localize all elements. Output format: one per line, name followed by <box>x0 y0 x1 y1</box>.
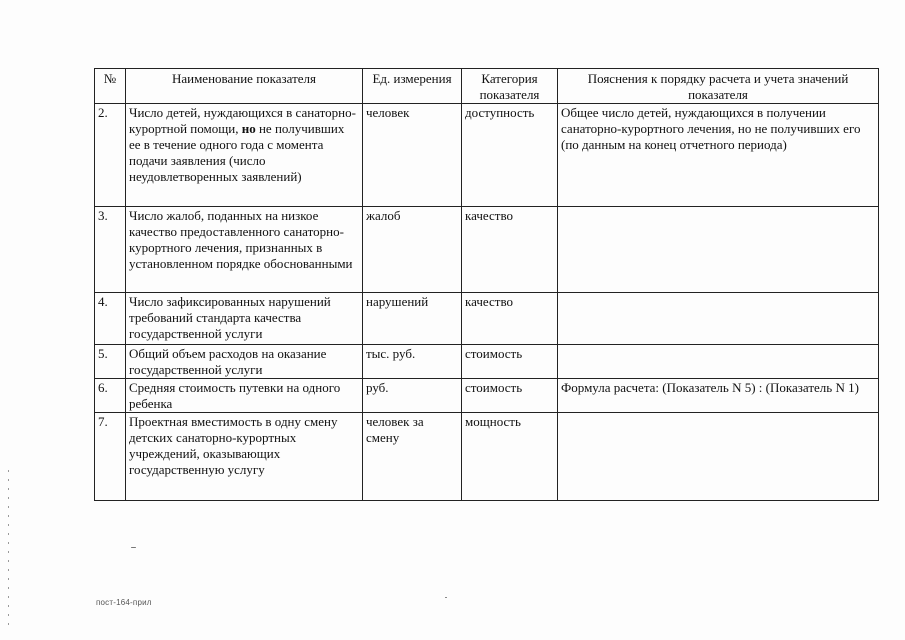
table-row <box>95 104 879 207</box>
cell-name: Число жалоб, поданных на низкое качество предоставленного санаторно-курортного лечения, признанных в установленном порядке обоснованными <box>126 207 363 293</box>
table-row <box>95 345 879 379</box>
cell-num: 4. <box>95 293 126 345</box>
cell-name: Число зафиксированных нарушений требований стандарта качества государственной услуги <box>126 293 363 345</box>
cell-notes <box>558 413 879 501</box>
cell-num: 2. <box>95 104 126 207</box>
scan-speck <box>445 597 447 598</box>
header-unit: Ед. измерения <box>363 69 462 104</box>
table-row <box>95 379 879 413</box>
cell-notes: Формула расчета: (Показатель N 5) : (Показатель N 1) <box>558 379 879 413</box>
cell-name: Общий объем расходов на оказание государственной услуги <box>126 345 363 379</box>
cell-notes <box>558 293 879 345</box>
cell-unit: жалоб <box>363 207 462 293</box>
scan-edge-marks <box>8 470 9 630</box>
cell-notes: Общее число детей, нуждающихся в получении санаторно-курортного лечения, но не получивших его (по данным на конец отчетного периода) <box>558 104 879 207</box>
header-notes: Пояснения к порядку расчета и учета значений показателя <box>558 69 879 104</box>
header-category: Категория показателя <box>462 69 558 104</box>
cell-category: доступность <box>462 104 558 207</box>
cell-unit: нарушений <box>363 293 462 345</box>
cell-unit: человек <box>363 104 462 207</box>
table-header-row <box>95 69 879 104</box>
cell-num: 5. <box>95 345 126 379</box>
header-name: Наименование показателя <box>126 69 363 104</box>
cell-unit: руб. <box>363 379 462 413</box>
cell-category: стоимость <box>462 379 558 413</box>
cell-name <box>126 104 363 207</box>
cell-category: стоимость <box>462 345 558 379</box>
cell-name: Проектная вместимость в одну смену детских санаторно-курортных учреждений, оказывающих государственную услугу <box>126 413 363 501</box>
header-num: № <box>95 69 126 104</box>
cell-category: качество <box>462 293 558 345</box>
cell-notes <box>558 207 879 293</box>
table-row <box>95 207 879 293</box>
cell-num: 7. <box>95 413 126 501</box>
cell-num: 6. <box>95 379 126 413</box>
cell-name-emphasis: но <box>241 121 256 136</box>
cell-notes <box>558 345 879 379</box>
cell-name-part: не получивших ее в течение одного года с момента подачи заявления (число неудовлетворенных заявлений) <box>129 121 345 184</box>
cell-name-part: Число детей, нуждающихся в санаторно-курортной помощи, <box>129 105 356 136</box>
cell-num: 3. <box>95 207 126 293</box>
footer-file-label: пост-164-прил <box>96 598 152 607</box>
cell-unit: человек за смену <box>363 413 462 501</box>
scan-speck <box>131 547 136 548</box>
table-row <box>95 293 879 345</box>
cell-unit: тыс. руб. <box>363 345 462 379</box>
table-row <box>95 413 879 501</box>
cell-name: Средняя стоимость путевки на одного ребенка <box>126 379 363 413</box>
cell-category: качество <box>462 207 558 293</box>
cell-category: мощность <box>462 413 558 501</box>
indicators-table <box>94 68 879 501</box>
